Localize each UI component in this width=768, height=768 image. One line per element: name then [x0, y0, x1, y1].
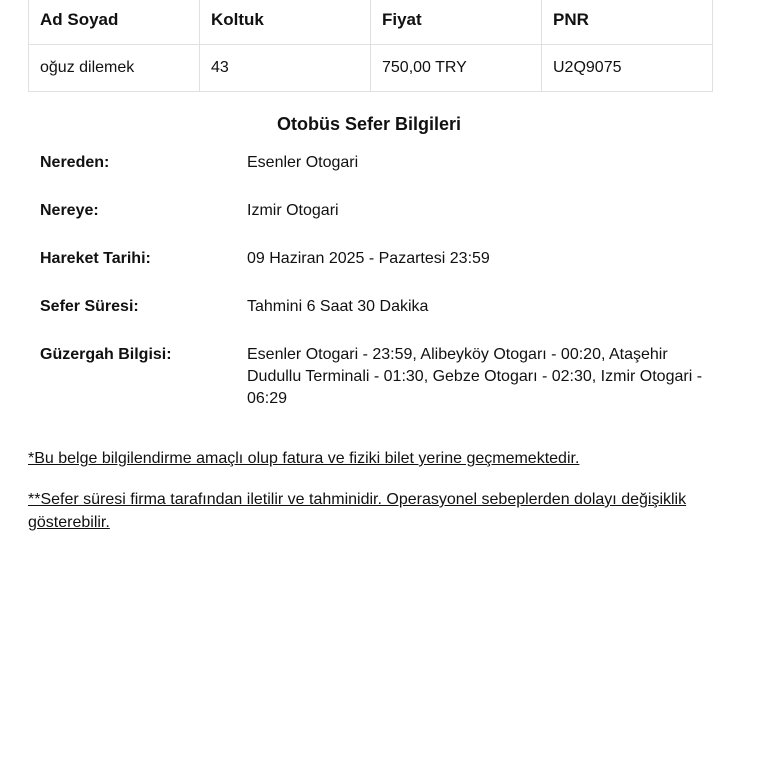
trip-row-route [40, 344, 720, 410]
ticket-price: 750,00 TRY [371, 45, 542, 92]
trip-row-destination [40, 200, 720, 222]
origin-label: Nereden: [40, 154, 110, 171]
table-row [29, 45, 713, 92]
passenger-name: oğuz dilemek [29, 45, 200, 92]
trip-row-departure [40, 248, 720, 270]
duration-label: Sefer Süresi: [40, 298, 139, 315]
seat-number: 43 [200, 45, 371, 92]
route-value: Esenler Otogari - 23:59, Alibeyköy Otogarı - 00:20, Ataşehir Dudullu Terminali - 01:30, Gebze Otogarı - 02:30, Izmir Otogari - 06:29 [247, 346, 703, 407]
destination-value: Izmir Otogari [247, 202, 339, 219]
trip-section-title: Otobüs Sefer Bilgileri [276, 114, 462, 134]
header-pnr: PNR [542, 0, 713, 45]
route-label: Güzergah Bilgisi: [40, 346, 172, 363]
header-name: Ad Soyad [29, 0, 200, 45]
departure-value: 09 Haziran 2025 - Pazartesi 23:59 [247, 250, 490, 267]
passenger-table-header-row [29, 0, 713, 45]
header-seat: Koltuk [200, 0, 371, 45]
destination-label: Nereye: [40, 202, 99, 219]
duration-value: Tahmini 6 Saat 30 Dakika [247, 298, 429, 315]
trip-details [40, 152, 720, 436]
pnr-code: U2Q9075 [542, 45, 713, 92]
disclaimer-note-duration: **Sefer süresi firma tarafından iletilir ve tahminidir. Operasyonel sebeplerden dolayı değişiklik gösterebilir. [28, 491, 687, 531]
header-price: Fiyat [371, 0, 542, 45]
disclaimer-note-invoice: *Bu belge bilgilendirme amaçlı olup fatura ve fiziki bilet yerine geçmemektedir. [28, 450, 580, 467]
trip-row-origin [40, 152, 720, 174]
trip-row-duration [40, 296, 720, 318]
passenger-table [28, 0, 713, 92]
departure-label: Hareket Tarihi: [40, 250, 151, 267]
origin-value: Esenler Otogari [247, 154, 359, 171]
